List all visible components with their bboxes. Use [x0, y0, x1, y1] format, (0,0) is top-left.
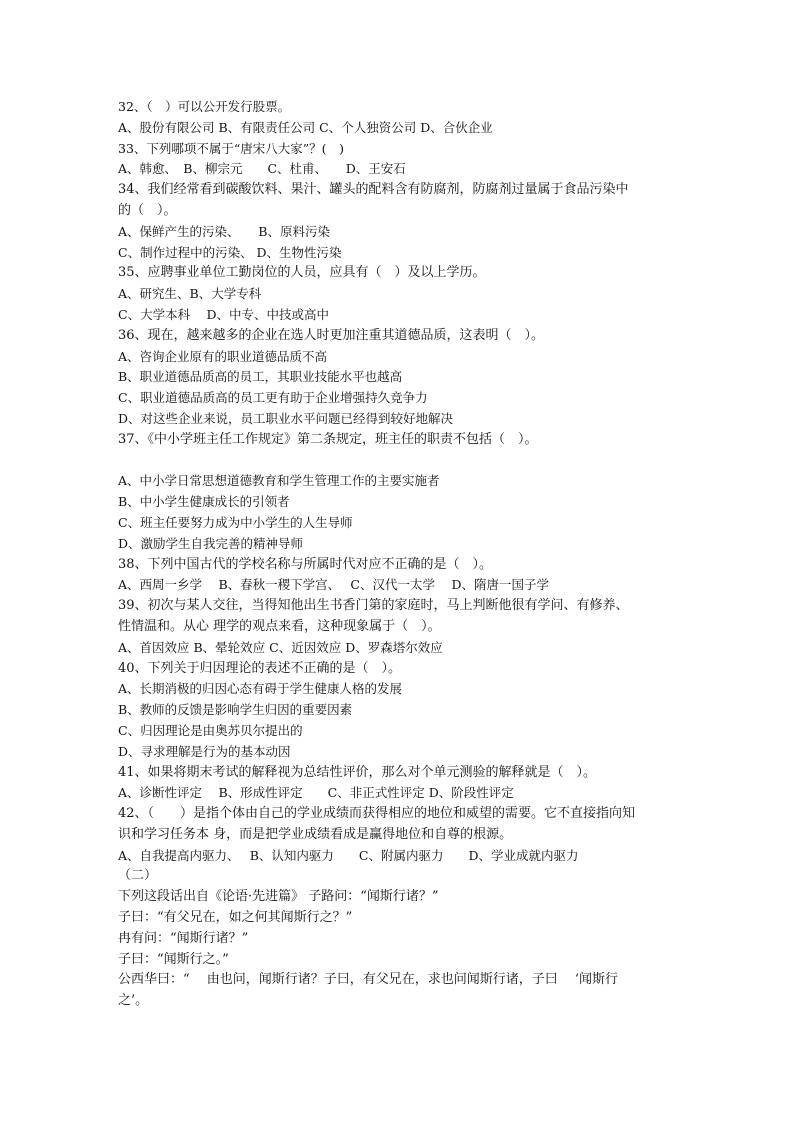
question-40: 40、下列关于归因理论的表述不正确的是（ ）。 [118, 660, 402, 676]
question-33: 33、下列哪项不属于“唐宋八大家”？( ) [118, 140, 344, 156]
question-37-option-c: C、班主任要努力成为中小学生的人生导师 [118, 514, 353, 530]
question-40-option-c: C、归因理论是由奥苏贝尔提出的 [118, 722, 303, 738]
passage-line-2: 冉有问：“闻斯行诸？” [118, 930, 249, 946]
question-32: 32、（ ）可以公开发行股票。 [118, 99, 291, 114]
blank-line [118, 451, 688, 472]
question-35-options-cd: C、大学本科 D、中专、中技或高中 [118, 306, 330, 322]
question-37-option-b: B、中小学生健康成长的引领者 [118, 494, 290, 510]
question-40-option-a: A、长期消极的归因心态有碍于学生健康人格的发展 [118, 681, 403, 697]
question-38: 38、下列中国古代的学校名称与所属时代对应不正确的是（ ）。 [118, 556, 493, 572]
question-40-option-b: B、教师的反馈是影响学生归因的重要因素 [118, 702, 353, 718]
question-36-option-b: B、职业道德品质高的员工，其职业技能水平也越高 [118, 369, 403, 385]
passage-line-1: 子曰：“有父兄在，如之何其闻斯行之？” [118, 910, 353, 926]
question-39-options: A、首因效应 B、晕轮效应 C、近因效应 D、罗森塔尔效应 [118, 639, 443, 655]
question-39-line-2: 性情温和。从心 理学的观点来看，这种现象属于（ ）。 [118, 618, 441, 634]
section-two-heading: （二） [118, 868, 158, 884]
question-41-options: A、诊断性评定 B、形成性评定 C、非正式性评定 D、阶段性评定 [118, 785, 514, 801]
question-38-options: A、西周一乡学 B、春秋一稷下学宫、 C、汉代一太学 D、隋唐一国子学 [118, 577, 549, 593]
question-34-line-1: 34、我们经常看到碳酸饮料、果汁、罐头的配料含有防腐剂，防腐剂过量属于食品污染中 [118, 182, 629, 198]
question-37: 37、《中小学班主任工作规定》第二条规定，班主任的职责不包括（ ）。 [118, 431, 538, 447]
question-34-line-2: 的（ ）。 [118, 202, 177, 218]
question-40-option-d: D、寻求理解是行为的基本动因 [118, 743, 291, 759]
question-32-options: A、股份有限公司 B、有限责任公司 C、个人独资公司 D、合伙企业 [118, 119, 493, 135]
passage-line-3: 子曰：“闻斯行之。” [118, 951, 229, 967]
question-42-line-2: 识和学习任务本 身，而是把学业成绩看成是赢得地位和自尊的根源。 [118, 826, 513, 842]
question-35-options-ab: A、研究生、B、大学专科 [118, 286, 262, 302]
question-42-options: A、自我提高内驱力、 B、认知内驱力 C、附属内驱力 D、学业成就内驱力 [118, 847, 579, 863]
document-body [118, 97, 688, 1012]
passage-line-4: 公西华曰：“ 由也问，闻斯行诸？子曰，有父兄在，求也问闻斯行诸，子曰 ‘闻斯行 [118, 972, 619, 988]
question-34-options-ab: A、保鲜产生的污染、 B、原料污染 [118, 223, 330, 239]
question-36-option-c: C、职业道德品质高的员工更有助于企业增强持久竞争力 [118, 390, 428, 406]
question-42-line-1: 42、（ ）是指个体由自己的学业成绩而获得相应的地位和威望的需要。它不直接指向知 [118, 806, 636, 822]
passage-line-5: 之’。 [118, 993, 149, 1009]
question-36: 36、现在，越来越多的企业在选人时更加注重其道德品质，这表明（ ）。 [118, 327, 545, 343]
question-35: 35、应聘事业单位工勤岗位的人员，应具有（ ）及以上学历。 [118, 265, 486, 281]
question-37-option-a: A、中小学日常思想道德教育和学生管理工作的主要实施者 [118, 473, 440, 489]
question-41: 41、如果将期末考试的解释视为总结性评价，那么对个单元测验的解释就是（ ）。 [118, 764, 597, 780]
passage-intro: 下列这段话出自《论语·先进篇》 子路问：“闻斯行诸？” [118, 889, 439, 905]
question-36-option-a: A、咨询企业原有的职业道德品质不高 [118, 348, 328, 364]
question-39-line-1: 39、初次与某人交往，当得知他出生书香门第的家庭时，马上判断他很有学问、有修养、 [118, 598, 629, 614]
question-33-options: A、韩愈、 B、柳宗元 C、杜甫、 D、王安石 [118, 161, 406, 177]
question-34-options-cd: C、制作过程中的污染、 D、生物性污染 [118, 244, 342, 260]
question-36-option-d: D、对这些企业来说，员工职业水平问题已经得到较好地解决 [118, 410, 454, 426]
question-37-option-d: D、激励学生自我完善的精神导师 [118, 535, 304, 551]
